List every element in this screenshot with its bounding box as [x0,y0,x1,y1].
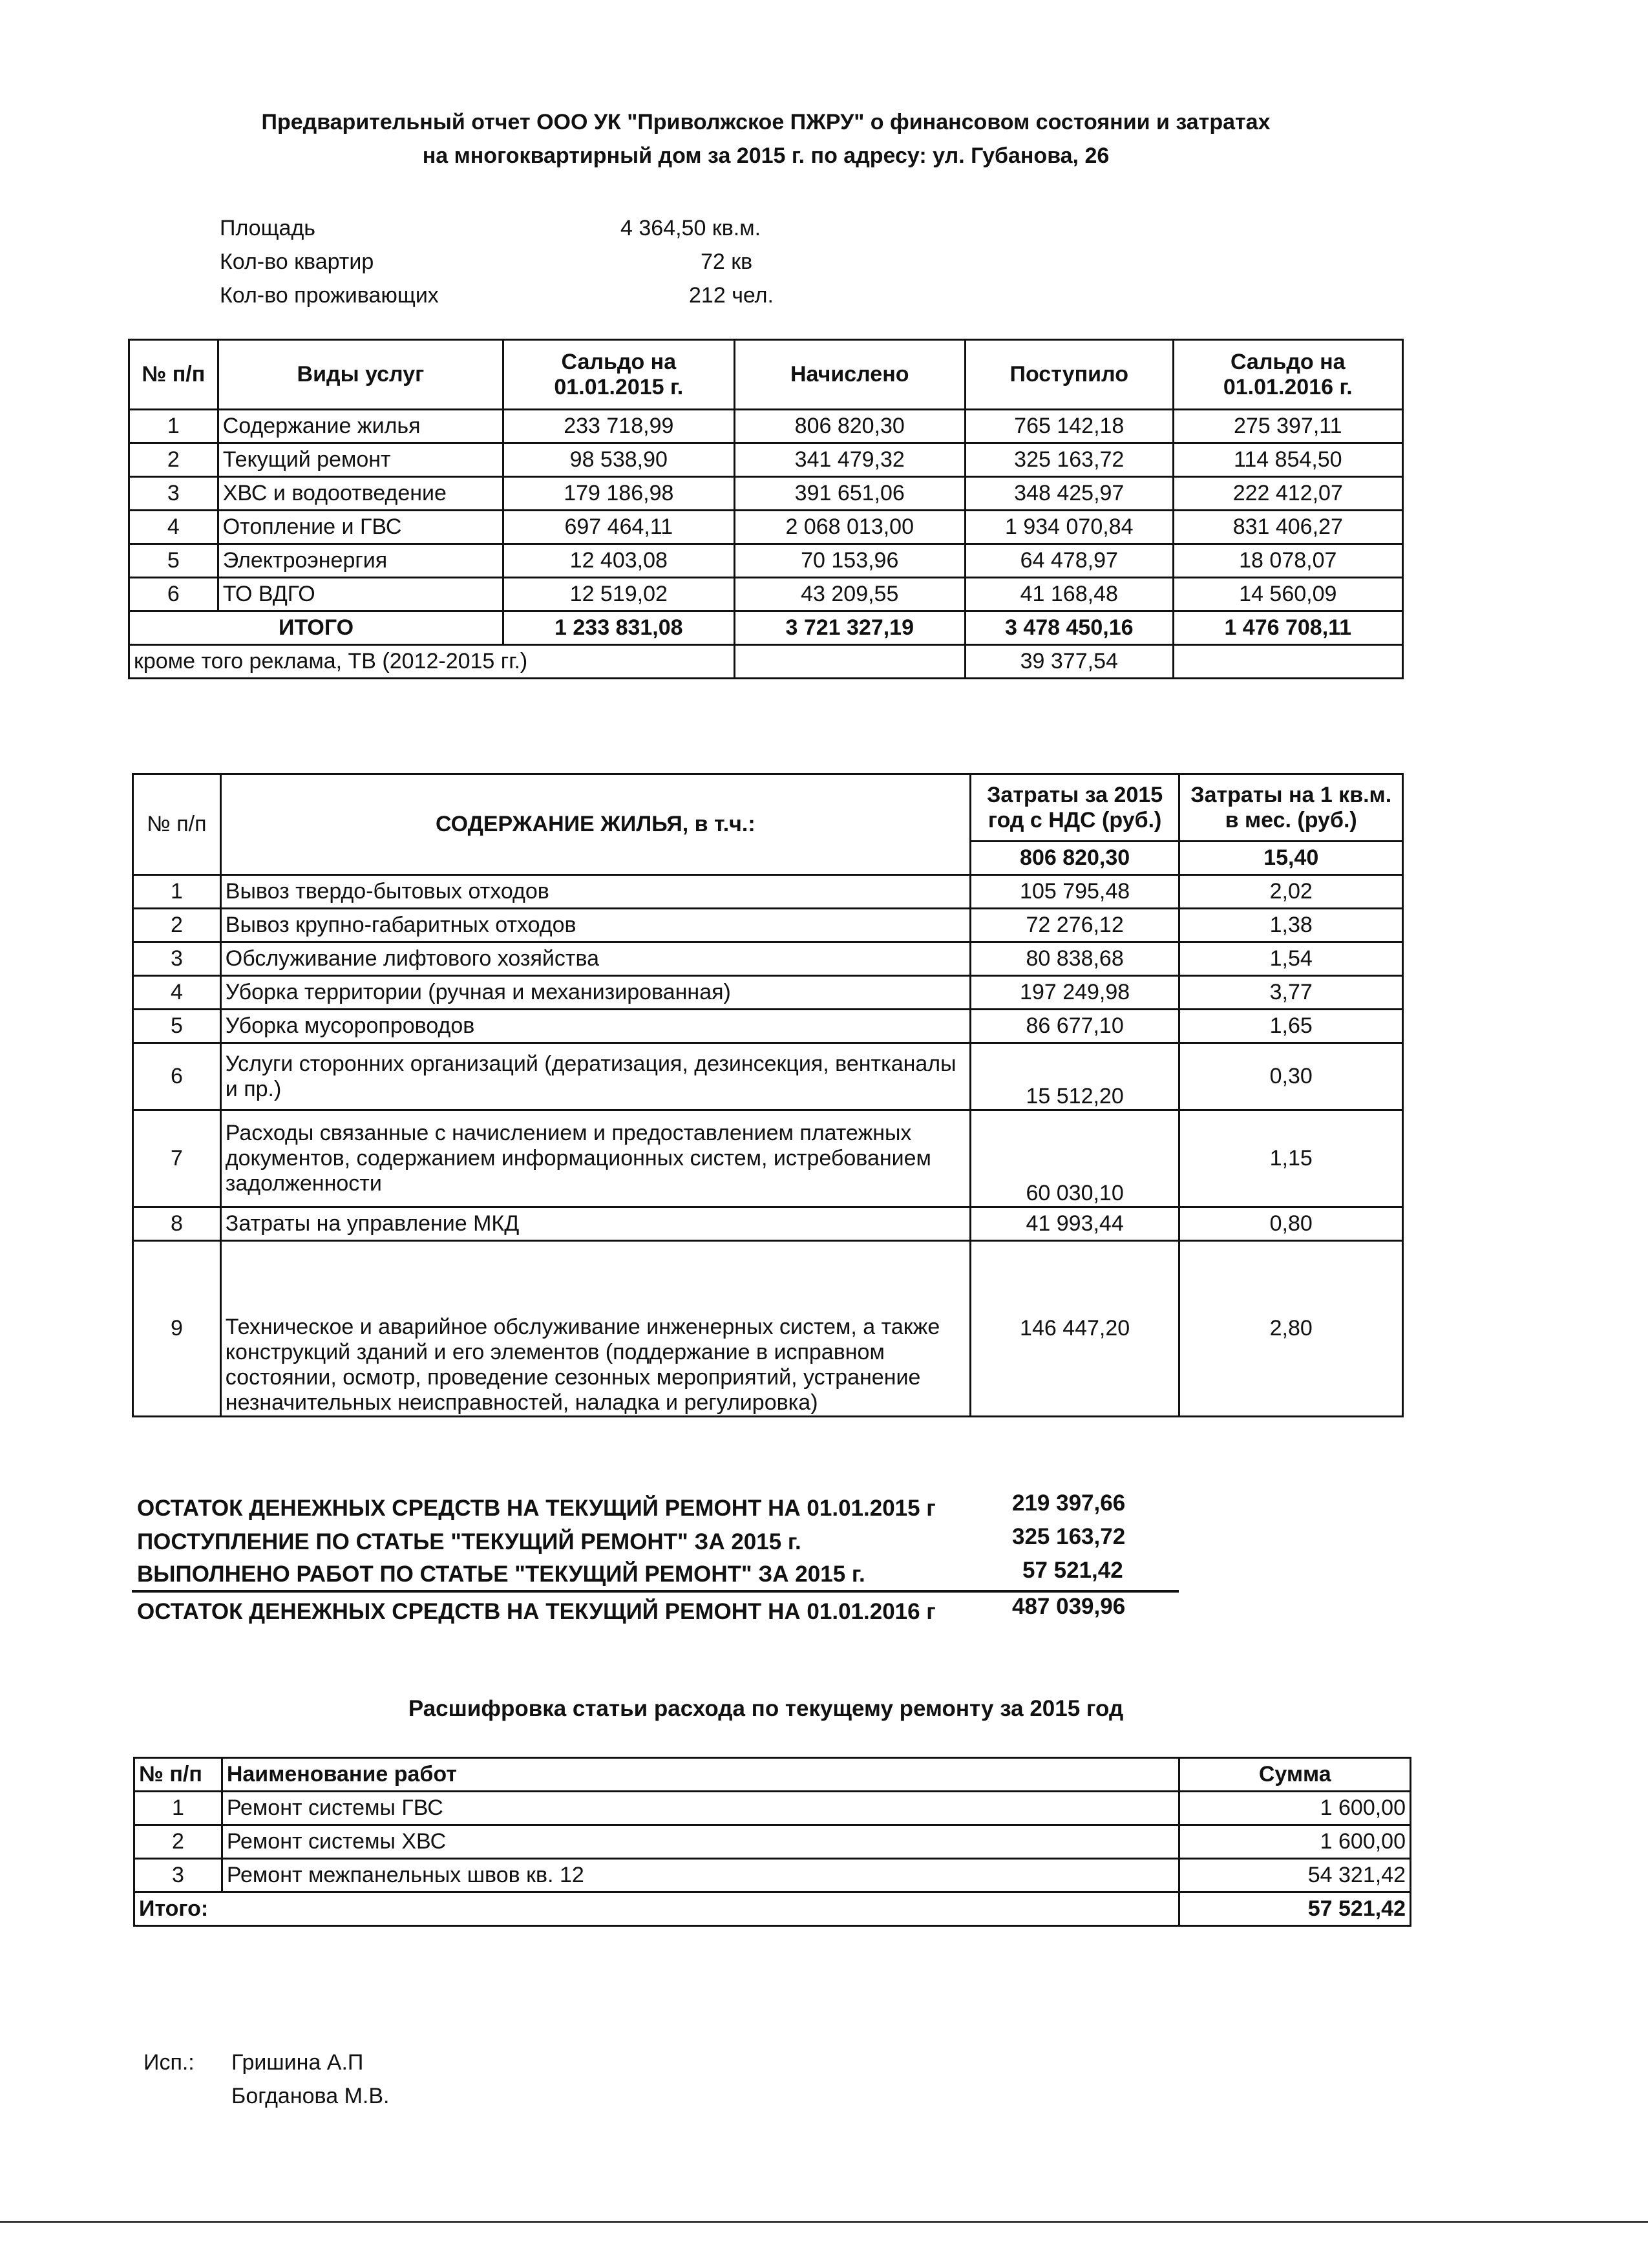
saldo-2015: 233 718,99 [503,410,734,443]
row-number: 2 [133,909,221,942]
summary-value-balance-2016: 487 039,96 [1012,1594,1126,1619]
saldo-2016: 114 854,50 [1173,443,1402,477]
item-name: Затраты на управление МКД [220,1207,970,1241]
table-row [134,1859,1411,1892]
info-area-value: 4 364,50 кв.м. [620,216,761,240]
row-number: 3 [133,942,221,976]
item-per-m2: 0,30 [1179,1043,1403,1110]
row-number: 7 [133,1110,221,1207]
info-apartments-label: Кол-во квартир [220,249,374,274]
extra-empty [1173,645,1402,679]
work-sum: 1 600,00 [1179,1825,1411,1859]
services-header-row [129,340,1403,410]
extra-label: кроме того реклама, ТВ (2012-2015 гг.) [129,645,735,679]
item-cost: 146 447,20 [970,1241,1179,1417]
col-number: № п/п [129,340,218,410]
item-per-m2: 1,65 [1179,1010,1403,1043]
service-name: Электроэнергия [218,544,503,578]
table-row [129,511,1403,544]
total-cost: 806 820,30 [970,842,1179,875]
row-number: 2 [134,1825,222,1859]
total-saldo-2015: 1 233 831,08 [503,611,734,645]
total-saldo-2016: 1 476 708,11 [1173,611,1402,645]
table-row [134,1825,1411,1859]
col-saldo-2016: Сальдо на 01.01.2016 г. [1173,340,1402,410]
charged: 70 153,96 [734,544,965,578]
repair-header-row [134,1758,1411,1792]
received: 765 142,18 [965,410,1173,443]
item-cost: 60 030,10 [970,1110,1179,1207]
item-per-m2: 3,77 [1179,976,1403,1010]
repair-title: Расшифровка статьи расхода по текущему ремонту за 2015 год [408,1696,1124,1721]
col-maintenance-name: СОДЕРЖАНИЕ ЖИЛЬЯ, в т.ч.: [220,774,970,875]
row-number: 5 [133,1010,221,1043]
table-row [129,477,1403,511]
total-charged: 3 721 327,19 [734,611,965,645]
col-service: Виды услуг [218,340,503,410]
charged: 43 209,55 [734,578,965,611]
row-number: 6 [133,1043,221,1110]
service-name: Отопление и ГВС [218,511,503,544]
extra-received: 39 377,54 [965,645,1173,679]
summary-value-balance-2015: 219 397,66 [1012,1490,1126,1516]
col-charged: Начислено [734,340,965,410]
table-row [133,1207,1403,1241]
table-row [129,578,1403,611]
item-cost: 86 677,10 [970,1010,1179,1043]
repair-total-label: Итого: [134,1892,1179,1926]
item-per-m2: 1,38 [1179,909,1403,942]
service-name: Текущий ремонт [218,443,503,477]
received: 64 478,97 [965,544,1173,578]
saldo-2015: 98 538,90 [503,443,734,477]
service-name: Содержание жилья [218,410,503,443]
col-number: № п/п [134,1758,222,1792]
repair-total-sum: 57 521,42 [1179,1892,1411,1926]
item-cost: 72 276,12 [970,909,1179,942]
col-number: № п/п [133,774,221,875]
saldo-2016: 14 560,09 [1173,578,1402,611]
service-name: ХВС и водоотведение [218,477,503,511]
charged: 391 651,06 [734,477,965,511]
saldo-2015: 697 464,11 [503,511,734,544]
table-row [133,1010,1403,1043]
row-number: 8 [133,1207,221,1241]
signature-name-1: Гришина А.П [231,2050,364,2075]
saldo-2015: 12 403,08 [503,544,734,578]
row-number: 1 [133,875,221,909]
item-per-m2: 2,02 [1179,875,1403,909]
received: 1 934 070,84 [965,511,1173,544]
row-number: 1 [134,1792,222,1825]
info-residents-label: Кол-во проживающих [220,283,439,308]
table-row [133,909,1403,942]
table-row [129,544,1403,578]
info-area-label: Площадь [220,216,316,240]
repair-total-row [134,1892,1411,1926]
row-number: 5 [129,544,218,578]
maintenance-table [132,773,1404,1417]
item-cost: 15 512,20 [970,1043,1179,1110]
item-cost: 197 249,98 [970,976,1179,1010]
table-row [133,1043,1403,1110]
extra-row [129,645,1403,679]
item-per-m2: 1,54 [1179,942,1403,976]
maintenance-header-row [133,774,1403,842]
saldo-2016: 275 397,11 [1173,410,1402,443]
table-row [133,875,1403,909]
saldo-2015: 179 186,98 [503,477,734,511]
extra-empty [734,645,965,679]
table-row [133,976,1403,1010]
info-apartments-value: 72 кв [701,249,753,274]
received: 325 163,72 [965,443,1173,477]
item-name: Услуги сторонних организаций (дератизация, дезинсекция, вентканалы и пр.) [220,1043,970,1110]
table-row [133,942,1403,976]
row-number: 3 [129,477,218,511]
total-row [129,611,1403,645]
work-name: Ремонт системы ГВС [222,1792,1179,1825]
charged: 341 479,32 [734,443,965,477]
summary-value-income: 325 163,72 [1012,1524,1126,1549]
row-number: 9 [133,1241,221,1417]
item-name: Расходы связанные с начислением и предоставлением платежных документов, содержанием информационных систем, истребованием задолженности [220,1110,970,1207]
col-saldo-2015: Сальдо на 01.01.2015 г. [503,340,734,410]
row-number: 2 [129,443,218,477]
saldo-2015: 12 519,02 [503,578,734,611]
work-sum: 54 321,42 [1179,1859,1411,1892]
item-cost: 80 838,68 [970,942,1179,976]
row-number: 4 [129,511,218,544]
work-name: Ремонт системы ХВС [222,1825,1179,1859]
info-residents-value: 212 чел. [689,283,774,308]
service-name: ТО ВДГО [218,578,503,611]
item-name: Уборка мусоропроводов [220,1010,970,1043]
saldo-2016: 18 078,07 [1173,544,1402,578]
summary-label-completed: ВЫПОЛНЕНО РАБОТ ПО СТАТЬЕ "ТЕКУЩИЙ РЕМОНТ" ЗА 2015 г. [137,1562,865,1587]
summary-divider [132,1590,1179,1593]
col-sum: Сумма [1179,1758,1411,1792]
scan-edge-line [0,2221,1648,2223]
item-cost: 41 993,44 [970,1207,1179,1241]
item-per-m2: 0,80 [1179,1207,1403,1241]
summary-label-balance-2016: ОСТАТОК ДЕНЕЖНЫХ СРЕДСТВ НА ТЕКУЩИЙ РЕМОНТ НА 01.01.2016 г [137,1599,936,1624]
col-cost: Затраты за 2015 год с НДС (руб.) [970,774,1179,842]
saldo-2016: 222 412,07 [1173,477,1402,511]
col-work-name: Наименование работ [222,1758,1179,1792]
work-sum: 1 600,00 [1179,1792,1411,1825]
total-received: 3 478 450,16 [965,611,1173,645]
col-per-m2: Затраты на 1 кв.м. в мес. (руб.) [1179,774,1403,842]
charged: 806 820,30 [734,410,965,443]
charged: 2 068 013,00 [734,511,965,544]
row-number: 3 [134,1859,222,1892]
services-table [128,339,1404,679]
saldo-2016: 831 406,27 [1173,511,1402,544]
signature-label: Исп.: [143,2050,195,2075]
received: 348 425,97 [965,477,1173,511]
repair-table [133,1757,1411,1927]
summary-label-balance-2015: ОСТАТОК ДЕНЕЖНЫХ СРЕДСТВ НА ТЕКУЩИЙ РЕМОНТ НА 01.01.2015 г [137,1496,936,1521]
total-label: ИТОГО [129,611,503,645]
table-row [129,410,1403,443]
item-name: Техническое и аварийное обслуживание инженерных систем, а также конструкций зданий и его элементов (поддержание в исправном состоянии, осмотр, проведение сезонных мероприятий, устранение незначительных неисправностей, наладка и регулировка) [220,1241,970,1417]
item-name: Уборка территории (ручная и механизированная) [220,976,970,1010]
item-per-m2: 1,15 [1179,1110,1403,1207]
table-row [134,1792,1411,1825]
total-per-m2: 15,40 [1179,842,1403,875]
report-title-line1: Предварительный отчет ООО УК "Приволжское ПЖРУ" о финансовом состоянии и затратах [261,110,1271,134]
item-cost: 105 795,48 [970,875,1179,909]
signature-name-2: Богданова М.В. [231,2084,390,2108]
summary-label-income: ПОСТУПЛЕНИЕ ПО СТАТЬЕ "ТЕКУЩИЙ РЕМОНТ" ЗА 2015 г. [137,1529,801,1554]
row-number: 1 [129,410,218,443]
table-row [129,443,1403,477]
item-name: Вывоз крупно-габаритных отходов [220,909,970,942]
item-per-m2: 2,80 [1179,1241,1403,1417]
item-name: Вывоз твердо-бытовых отходов [220,875,970,909]
table-row [133,1241,1403,1417]
work-name: Ремонт межпанельных швов кв. 12 [222,1859,1179,1892]
row-number: 6 [129,578,218,611]
summary-value-completed: 57 521,42 [1022,1558,1123,1583]
item-name: Обслуживание лифтового хозяйства [220,942,970,976]
received: 41 168,48 [965,578,1173,611]
table-row [133,1110,1403,1207]
col-received: Поступило [965,340,1173,410]
row-number: 4 [133,976,221,1010]
report-title-line2: на многоквартирный дом за 2015 г. по адресу: ул. Губанова, 26 [422,143,1110,168]
